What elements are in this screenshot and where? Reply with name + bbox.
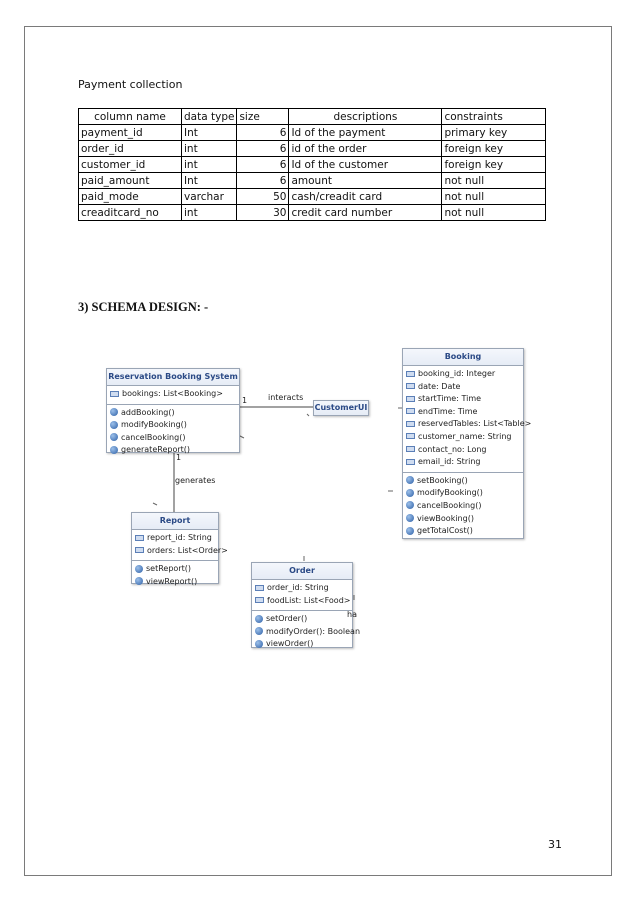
class-method: generateReport() <box>110 444 236 457</box>
multiplicity-label: 1 <box>176 453 182 462</box>
class-method: setBooking() <box>406 475 520 488</box>
field-icon <box>255 597 264 603</box>
page-number: 31 <box>548 838 562 851</box>
class-fields <box>403 366 532 472</box>
field-icon <box>406 433 415 439</box>
cell-description: Id of the payment <box>289 125 442 141</box>
class-title: Reservation Booking System <box>107 369 239 386</box>
order-class <box>251 562 361 649</box>
field-icon <box>406 396 415 402</box>
field-icon <box>406 383 415 389</box>
class-title: Booking <box>403 349 523 366</box>
cell-column-name: customer_id <box>79 157 182 173</box>
cell-data-type: Int <box>182 173 237 189</box>
class-field: foodList: List<Food> <box>255 595 349 608</box>
method-icon <box>110 446 118 454</box>
cell-size: 50 <box>237 189 289 205</box>
table-caption: Payment collection <box>78 78 183 91</box>
cell-description: cash/creadit card <box>289 189 442 205</box>
method-icon <box>135 577 143 585</box>
field-icon <box>406 371 415 377</box>
class-methods <box>107 404 239 460</box>
cell-description: Id of the customer <box>289 157 442 173</box>
class-title: CustomerUI <box>314 401 368 415</box>
class-fields <box>252 580 352 610</box>
header-constraints: constraints <box>442 109 546 125</box>
method-icon <box>135 565 143 573</box>
cell-description: amount <box>289 173 442 189</box>
class-field: orders: List<Order> <box>135 545 215 558</box>
method-icon <box>110 421 118 429</box>
customer-ui-class <box>313 400 369 416</box>
class-field: booking_id: Integer <box>406 368 520 381</box>
report-class <box>131 512 228 586</box>
method-icon <box>406 476 414 484</box>
class-field: reservedTables: List<Table> <box>406 418 520 431</box>
cell-size: 6 <box>237 141 289 157</box>
class-field: date: Date <box>406 381 520 394</box>
class-methods <box>252 610 361 654</box>
header-data-type: data type <box>182 109 237 125</box>
interacts-label: interacts <box>268 393 304 402</box>
class-methods <box>132 560 218 591</box>
cell-description: credit card number <box>289 205 442 221</box>
connector-stub <box>153 503 157 505</box>
cell-constraint: foreign key <box>442 141 546 157</box>
booking-class <box>402 348 532 539</box>
cell-size: 6 <box>237 157 289 173</box>
header-descriptions: descriptions <box>289 109 442 125</box>
cell-column-name: paid_mode <box>79 189 182 205</box>
class-field: bookings: List<Booking> <box>110 388 236 401</box>
cell-data-type: varchar <box>182 189 237 205</box>
class-field: endTime: Time <box>406 406 520 419</box>
class-method: modifyBooking() <box>110 419 236 432</box>
cell-column-name: order_id <box>79 141 182 157</box>
cell-size: 30 <box>237 205 289 221</box>
truncated-association-label: ha <box>347 610 357 619</box>
cell-data-type: Int <box>182 125 237 141</box>
section-heading: 3) SCHEMA DESIGN: - <box>78 300 209 314</box>
cell-size: 6 <box>237 125 289 141</box>
multiplicity-label: 1 <box>242 396 248 405</box>
class-method: modifyBooking() <box>406 487 520 500</box>
method-icon <box>255 627 263 635</box>
cell-column-name: paid_amount <box>79 173 182 189</box>
class-method: setOrder() <box>255 613 349 626</box>
reservation-system-class <box>106 368 240 453</box>
class-method: addBooking() <box>110 407 236 420</box>
field-icon <box>406 421 415 427</box>
method-icon <box>406 501 414 509</box>
method-icon <box>406 489 414 497</box>
class-fields <box>132 530 228 560</box>
field-icon <box>135 547 144 553</box>
cell-data-type: int <box>182 205 237 221</box>
class-method: viewOrder() <box>255 638 349 651</box>
class-fields <box>107 386 239 404</box>
cell-constraint: primary key <box>442 125 546 141</box>
method-icon <box>406 527 414 535</box>
class-field: customer_name: String <box>406 431 520 444</box>
method-icon <box>110 433 118 441</box>
cell-constraint: not null <box>442 205 546 221</box>
generates-label: generates <box>175 476 216 485</box>
class-field: contact_no: Long <box>406 444 520 457</box>
class-field: startTime: Time <box>406 393 520 406</box>
cell-data-type: int <box>182 141 237 157</box>
field-icon <box>110 391 119 397</box>
method-icon <box>255 615 263 623</box>
class-method: viewBooking() <box>406 513 520 526</box>
method-icon <box>406 514 414 522</box>
class-method: cancelBooking() <box>110 432 236 445</box>
class-methods <box>403 472 523 541</box>
cell-size: 6 <box>237 173 289 189</box>
connector-stub <box>307 414 309 416</box>
class-method: setReport() <box>135 563 215 576</box>
class-field: order_id: String <box>255 582 349 595</box>
cell-column-name: payment_id <box>79 125 182 141</box>
cell-constraint: not null <box>442 173 546 189</box>
field-icon <box>135 535 144 541</box>
cell-data-type: int <box>182 157 237 173</box>
cell-constraint: foreign key <box>442 157 546 173</box>
field-icon <box>255 585 264 591</box>
cell-constraint: not null <box>442 189 546 205</box>
field-icon <box>406 459 415 465</box>
class-field: report_id: String <box>135 532 215 545</box>
class-method: getTotalCost() <box>406 525 520 538</box>
class-title: Order <box>252 563 352 580</box>
cell-description: id of the order <box>289 141 442 157</box>
class-title: Report <box>132 513 218 530</box>
field-icon <box>406 408 415 414</box>
method-icon <box>255 640 263 648</box>
class-method: cancelBooking() <box>406 500 520 513</box>
method-icon <box>110 408 118 416</box>
class-method: viewReport() <box>135 576 215 589</box>
class-method: modifyOrder(): Boolean <box>255 626 349 639</box>
header-size: size <box>237 109 289 125</box>
class-field: email_id: String <box>406 456 520 469</box>
header-column-name: column name <box>79 109 182 125</box>
cell-column-name: creaditcard_no <box>79 205 182 221</box>
field-icon <box>406 446 415 452</box>
